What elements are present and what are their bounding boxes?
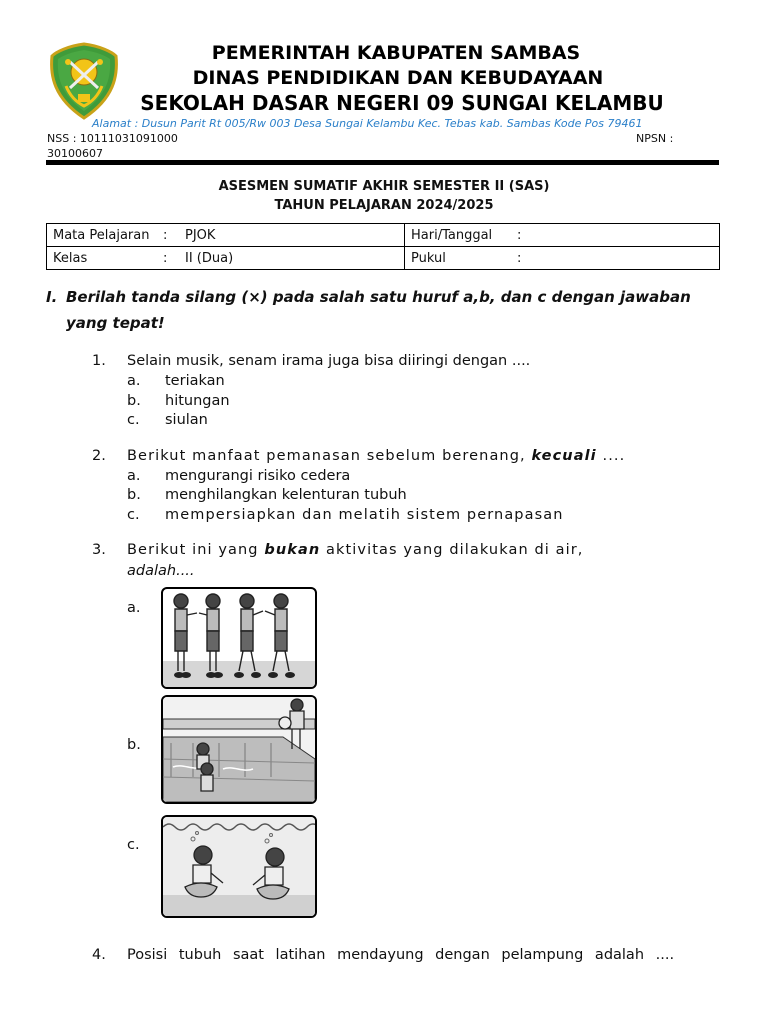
day-label: Hari/Tanggal (411, 227, 493, 243)
children-clapping-icon (163, 589, 315, 687)
exam-info-table (46, 223, 720, 270)
underwater-children-icon (163, 817, 315, 916)
question-emphasis: bukan (264, 542, 321, 558)
question-text-line-2: adalah.... (127, 563, 195, 579)
question-number: 1. (92, 353, 106, 369)
option-c-label[interactable]: c. (127, 837, 140, 853)
header-divider (46, 160, 719, 165)
subject-label: Mata Pelajaran (53, 227, 150, 243)
nss-number: NSS : 10111031091000 (47, 132, 178, 145)
instruction-line-2: yang tepat! (66, 314, 165, 332)
instruction (46, 284, 726, 336)
option-a-label[interactable]: a. (127, 600, 141, 616)
section-number: I. (46, 288, 58, 306)
question-text: Berikut ini yang bukan aktivitas yang dilakukan di air, (127, 542, 584, 558)
question-number: 2. (92, 448, 106, 464)
npsn-number: 30100607 (47, 147, 103, 160)
school-address: Alamat : Dusun Parit Rt 005/Rw 003 Desa Sungai Kelambu Kec. Tebas kab. Sambas Kode Pos 79461 (92, 117, 643, 130)
time-label: Pukul (411, 250, 446, 266)
subject-cell: Mata Pelajaran : PJOK (47, 224, 405, 247)
header-department: DINAS PENDIDIKAN DAN KEBUDAYAAN (192, 67, 604, 89)
question-text: Selain musik, senam irama juga bisa diiringi dengan .... (127, 353, 531, 369)
option-a-image[interactable] (161, 587, 317, 689)
question-emphasis: kecuali (531, 448, 597, 464)
header-government: PEMERINTAH KABUPATEN SAMBAS (211, 42, 581, 64)
question-text: Posisi tubuh saat latihan mendayung dengan pelampung adalah .... (127, 947, 675, 963)
exam-year: TAHUN PELAJARAN 2024/2025 (274, 198, 494, 213)
option-c[interactable]: c. siulan (127, 412, 208, 428)
question-number: 3. (92, 542, 106, 558)
option-a[interactable]: a. mengurangi risiko cedera (127, 468, 351, 484)
instruction-line-1: Berilah tanda silang (×) pada salah satu huruf a,b, dan c dengan jawaban (66, 288, 691, 306)
subject-value: PJOK (185, 227, 216, 243)
time-cell: Pukul : (405, 247, 720, 270)
header-school: SEKOLAH DASAR NEGERI 09 SUNGAI KELAMBU (140, 91, 664, 115)
class-cell: Kelas : II (Dua) (47, 247, 405, 270)
option-b[interactable]: b. menghilangkan kelenturan tubuh (127, 487, 407, 503)
option-c-image[interactable] (161, 815, 317, 918)
option-b[interactable]: b. hitungan (127, 393, 230, 409)
option-c[interactable]: c. mempersiapkan dan melatih sistem pernapasan (127, 507, 564, 523)
swimming-pool-icon (163, 697, 315, 802)
question-number: 4. (92, 947, 106, 963)
npsn-label: NPSN : (636, 132, 674, 145)
class-label: Kelas (53, 250, 88, 266)
exam-title: ASESMEN SUMATIF AKHIR SEMESTER II (SAS) (218, 179, 550, 194)
question-text: Berikut manfaat pemanasan sebelum berenang, kecuali .... (127, 448, 626, 464)
option-b-label[interactable]: b. (127, 737, 141, 753)
option-b-image[interactable] (161, 695, 317, 804)
day-cell: Hari/Tanggal : (405, 224, 720, 247)
class-value: II (Dua) (185, 250, 234, 266)
option-a[interactable]: a. teriakan (127, 373, 225, 389)
